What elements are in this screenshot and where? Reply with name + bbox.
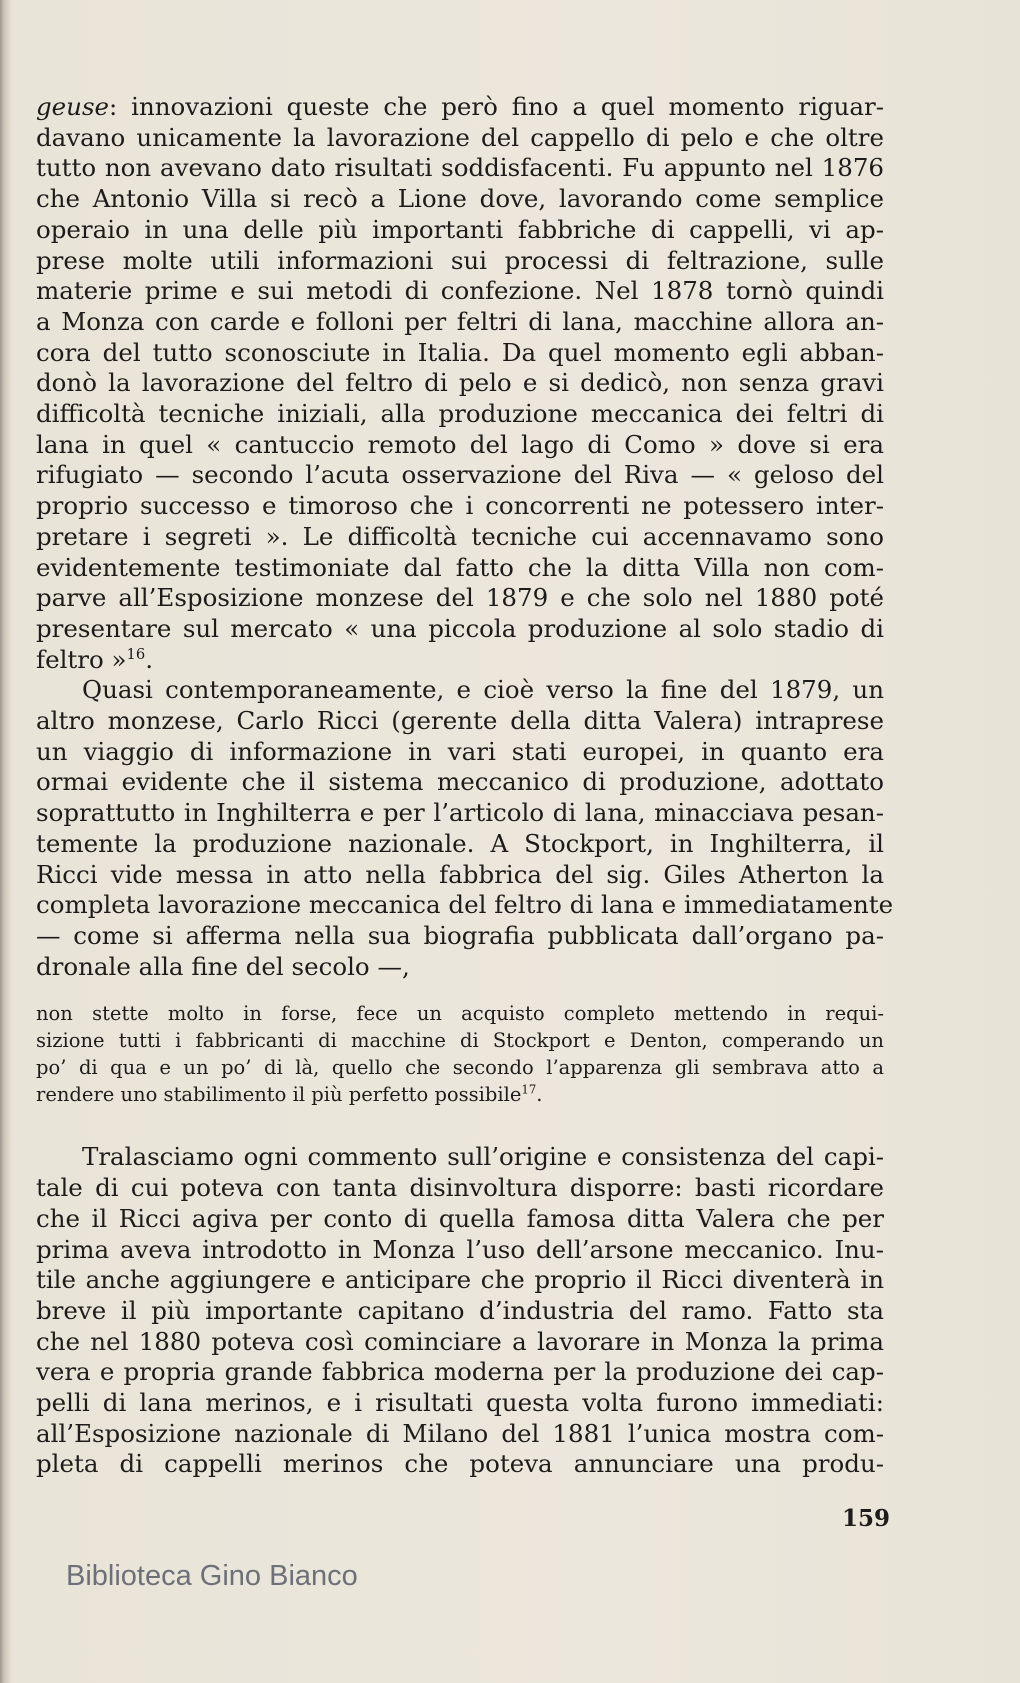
footnote-ref-17: 17 (521, 1082, 537, 1097)
quote-line: rendere uno stabilimento il più perfetto possibile$^{17}$. (36, 1082, 543, 1107)
text-line: temente la produzione nazionale. A Stockport, in Inghilterra, il (36, 828, 884, 858)
text-line: — come si afferma nella sua biografia pubblicata dall’organo pa- (36, 920, 884, 950)
text-line: tile anche aggiungere e anticipare che proprio il Ricci diventerà in (36, 1265, 884, 1295)
text-line: pelli di lana merinos, e i risultati questa volta furono immediati: (36, 1388, 884, 1418)
text-line: rifugiato — secondo l’acuta osservazione del Riva — « geloso del (36, 460, 884, 490)
text-line: feltro »$^{16}$. (36, 644, 153, 674)
text-line: parve all’Esposizione monzese del 1879 e che solo nel 1880 poté (36, 583, 884, 613)
footnote-ref-16: 16 (126, 645, 146, 663)
text-line: evidentemente testimoniate dal fatto che la ditta Villa non com- (36, 552, 884, 582)
text-line: tutto non avevano dato risultati soddisfacenti. Fu appunto nel 1876 (36, 153, 884, 183)
text-line: davano unicamente la lavorazione del cappello di pelo e che oltre (36, 122, 884, 152)
text-line: donò la lavorazione del feltro di pelo e si dedicò, non senza gravi (36, 368, 884, 398)
text-line: che il Ricci agiva per conto di quella famosa ditta Valera che per (36, 1203, 884, 1233)
text-line: lana in quel « cantuccio remoto del lago di Como » dove si era (36, 429, 884, 459)
text-line: altro monzese, Carlo Ricci (gerente della ditta Valera) intraprese (36, 706, 884, 736)
text-line: difficoltà tecniche iniziali, alla produzione meccanica dei feltri di (36, 399, 884, 429)
text-line: completa lavorazione meccanica del feltro di lana e immediatamente (36, 890, 894, 920)
page-number: 159 (842, 1505, 891, 1532)
paragraph-2 (36, 675, 894, 982)
paragraph-1 (36, 92, 884, 675)
text-line: proprio successo e timoroso che i concorrenti ne potessero inter- (36, 491, 884, 521)
text-line: prese molte utili informazioni sui processi di feltrazione, sulle (36, 245, 884, 275)
text-line: che nel 1880 poteva così cominciare a lavorare in Monza la prima (36, 1326, 884, 1356)
paragraph-3 (36, 1142, 884, 1480)
text-line: pleta di cappelli merinos che poteva annunciare una produ- (36, 1449, 884, 1479)
italic-word: geuse (36, 92, 110, 121)
text-line: pretare i segreti ». Le difficoltà tecniche cui accennavamo sono (36, 521, 884, 551)
text-line: che Antonio Villa si recò a Lione dove, lavorando come semplice (36, 184, 884, 214)
text-line: Ricci vide messa in atto nella fabbrica del sig. Giles Atherton la (36, 859, 884, 889)
text-line: tale di cui poteva con tanta disinvoltura disporre: basti ricordare (36, 1173, 884, 1203)
text-line: materie prime e sui metodi di confezione. Nel 1878 tornò quindi (36, 276, 884, 306)
library-watermark: Biblioteca Gino Bianco (66, 1560, 358, 1592)
text-line: breve il più importante capitano d’industria del ramo. Fatto sta (36, 1295, 884, 1325)
text-line: all’Esposizione nazionale di Milano del 1881 l’unica mostra com- (36, 1418, 884, 1448)
text-line: a Monza con carde e folloni per feltri di lana, macchine allora an- (36, 306, 884, 336)
text-line: operaio in una delle più importanti fabbriche di cappelli, vi ap- (36, 214, 884, 244)
text-line: cora del tutto sconosciute in Italia. Da quel momento egli abban- (36, 337, 884, 367)
text-line: presentare sul mercato « una piccola produzione al solo stadio di (36, 613, 884, 643)
quote-line: po’ di qua e un po’ di là, quello che secondo l’apparenza gli sembrava atto a (36, 1056, 884, 1080)
quote-line: non stette molto in forse, fece un acquisto completo mettendo in requi- (36, 1002, 884, 1026)
text-line: un viaggio di informazione in vari stati europei, in quanto era (36, 736, 884, 766)
block-quote (36, 1000, 884, 1108)
text-line: dronale alla fine del secolo —, (36, 951, 410, 981)
text-line: Tralasciamo ogni commento sull’origine e consistenza del capi- (82, 1142, 884, 1172)
text-line: prima aveva introdotto in Monza l’uso dell’arsone meccanico. Inu- (36, 1234, 884, 1264)
quote-line: sizione tutti i fabbricanti di macchine di Stockport e Denton, comperando un (36, 1029, 884, 1053)
text-line: Quasi contemporaneamente, e cioè verso la fine del 1879, un (82, 675, 884, 705)
body-text (36, 92, 894, 1480)
text-line: ormai evidente che il sistema meccanico di produzione, adottato (36, 767, 884, 797)
text-line: vera e propria grande fabbrica moderna per la produzione dei cap- (36, 1357, 884, 1387)
text-line: soprattutto in Inghilterra e per l’articolo di lana, minacciava pesan- (36, 798, 884, 828)
text-line: geuse: innovazioni queste che però fino a quel momento riguar- (36, 92, 884, 121)
